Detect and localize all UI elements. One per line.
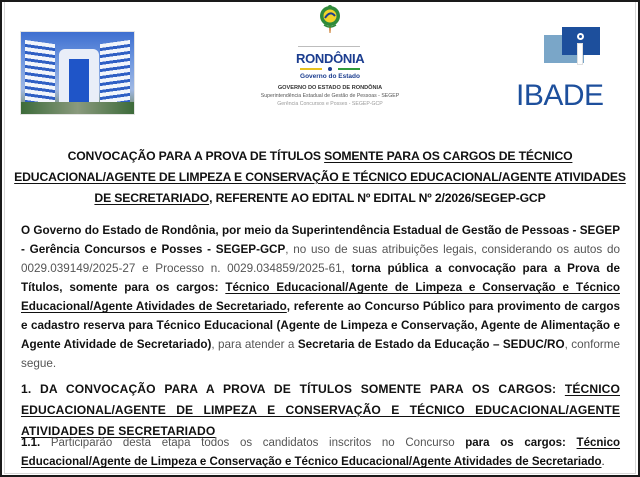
- title-part-1: CONVOCAÇÃO PARA A PROVA DE TÍTULOS: [67, 149, 325, 163]
- building-right: [100, 40, 130, 106]
- section-1-heading-text: 1. DA CONVOCAÇÃO PARA A PROVA DE TÍTULOS SOMENTE PARA OS CARGOS:: [21, 382, 565, 396]
- government-name: GOVERNO DO ESTADO DE RONDÔNIA: [277, 85, 383, 91]
- ibade-logo-text: IBADE: [516, 79, 604, 112]
- intro-announcement: torna pública a convocação para a Prova de Títulos, somente para os cargos:: [21, 262, 620, 294]
- ground: [21, 102, 134, 114]
- item-1-1: [21, 434, 620, 472]
- intro-positions: Técnico Educacional/Agente de Limpeza e Conservação e Técnico Educacional/Agente Atividades de Secretariado: [21, 281, 620, 313]
- rondonia-logo-title: RONDÔNIA: [296, 51, 365, 66]
- department-name: Gerência Concursos e Posses - SEGEP-GCP: [277, 101, 383, 107]
- item-1-1-text: Participarão desta etapa todos os candidatos inscritos no Concurso: [40, 437, 466, 449]
- title-part-3: , REFERENTE AO EDITAL Nº EDITAL Nº 2/2026/SEGEP-GCP: [209, 191, 546, 205]
- rondonia-flag-stripe: [300, 67, 360, 71]
- intro-connector: , para atender a: [211, 338, 298, 351]
- intro-secretariat: Secretaria de Estado da Educação – SEDUC/RO: [297, 338, 565, 351]
- rondonia-logo-subtitle: Governo do Estado: [300, 73, 360, 80]
- title-part-2: SOMENTE PARA OS CARGOS DE TÉCNICO EDUCACIONAL/AGENTE DE LIMPEZA E CONSERVAÇÃO E TÉCNICO EDUCACIONAL/AGENTE ATIVIDADES DE SECRETARIADO: [14, 149, 626, 205]
- building-center: [59, 49, 99, 104]
- item-1-1-bold: para os cargos:: [465, 437, 577, 449]
- intro-legal: , no uso de suas atribuições legais, considerando os autos do 0029.039149/2025-27 e Processo n. 0029.034859/2025-61,: [21, 243, 621, 275]
- intro-contest: , referente ao Concurso Público para provimento de cargos e cadastro reserva para Técnico Educacional (Agente de Limpeza e Conservação, Agente de Alimentação e Agente Atividade de Secretariado): [21, 300, 620, 351]
- building-left: [25, 40, 55, 106]
- item-1-1-number: 1.1.: [21, 437, 41, 449]
- superintendence-name: Superintendência Estadual de Gestão de Pessoas - SEGEP: [260, 93, 400, 99]
- coat-of-arms-icon: [316, 4, 344, 34]
- logo-rule: [298, 46, 360, 47]
- item-1-1-end: .: [601, 456, 605, 468]
- section-1-heading-positions: TÉCNICO EDUCACIONAL/AGENTE DE LIMPEZA E CONSERVAÇÃO E TÉCNICO EDUCACIONAL/AGENTE ATIVIDADES DE SECRETARIADO: [21, 382, 620, 438]
- section-1-heading: [21, 379, 620, 442]
- ibade-i-icon: [575, 33, 585, 65]
- intro-issuer: O Governo do Estado de Rondônia, por meio da Superintendência Estadual de Gestão de Pessoas - SEGEP - Gerência Concursos e Posses - SEGEP-GCP: [21, 224, 620, 256]
- document-title: [10, 146, 630, 209]
- item-1-1-positions: Técnico Educacional/Agente de Limpeza e Conservação e Técnico Educacional/Agente Atividades de Secretariado: [21, 437, 621, 468]
- intro-end: , conforme segue.: [21, 338, 620, 370]
- intro-paragraph: [21, 221, 620, 373]
- ibade-logo: [512, 25, 627, 120]
- building-photo: [20, 31, 135, 115]
